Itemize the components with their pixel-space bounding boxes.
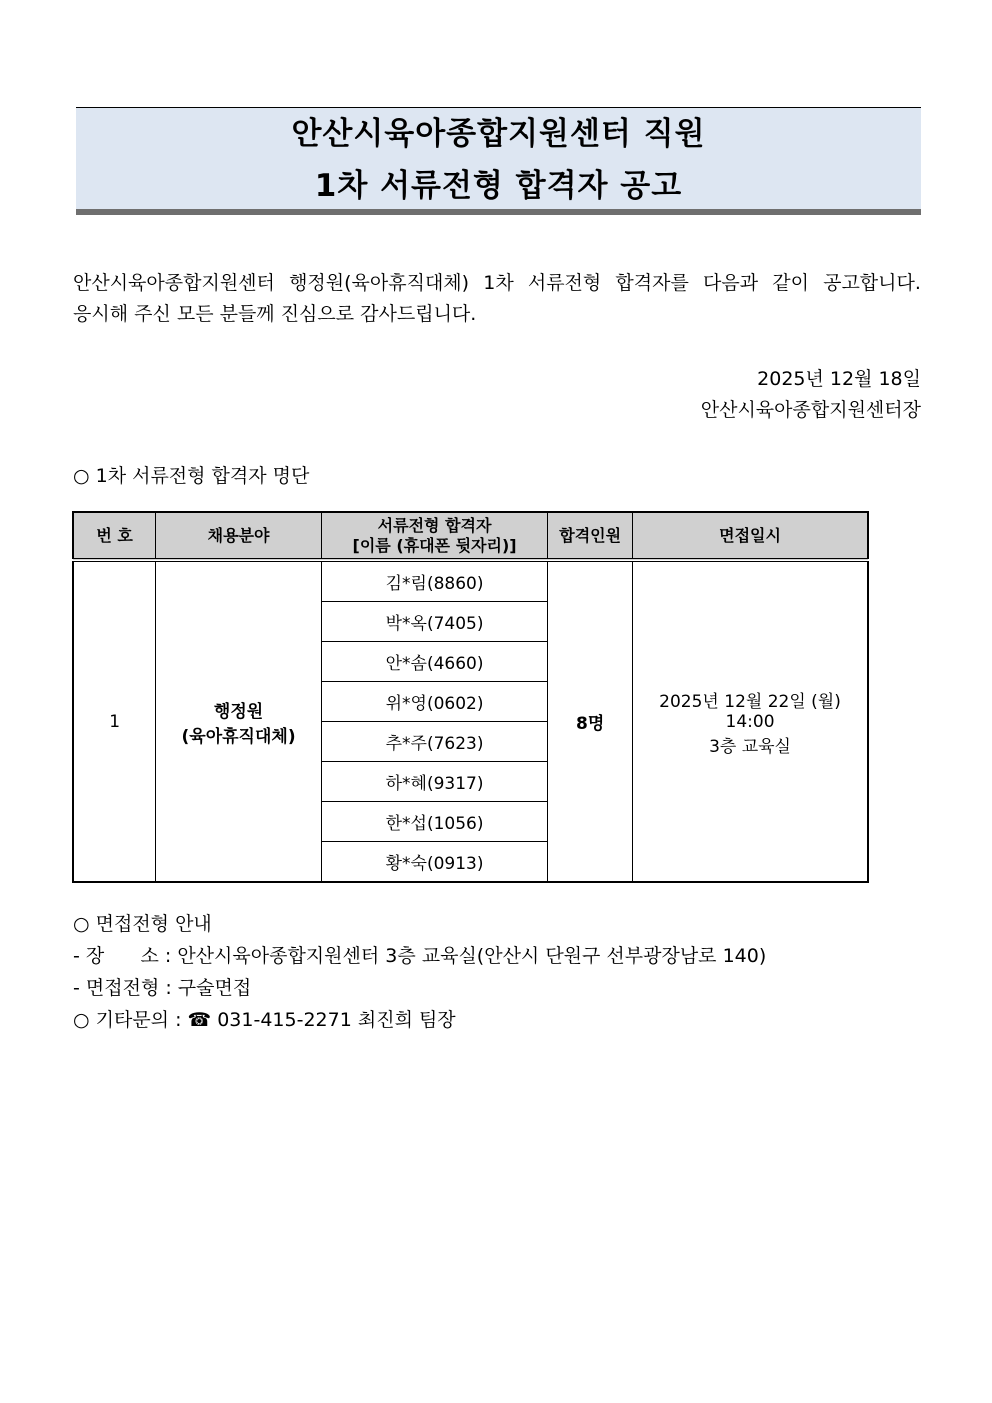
- intro-line2: 응시해 주신 모든 분들께 진심으로 감사드립니다.: [73, 303, 477, 325]
- intro-line1: [73, 268, 921, 299]
- header-passer: [321, 512, 547, 560]
- passer-name: 하*혜(9317): [321, 762, 547, 802]
- contact-note: ○ 기타문의 : ☎ 031-415-2271 최진희 팀장: [73, 1009, 456, 1031]
- interview-time: 14:00: [725, 711, 775, 732]
- signature-block: [701, 364, 921, 426]
- header-interview: 면접일시: [633, 512, 868, 560]
- page-title-line1: 안산시육아종합지원센터 직원: [291, 116, 706, 152]
- passer-name: 황*숙(0913): [321, 842, 547, 883]
- passer-name: 추*주(7623): [321, 722, 547, 762]
- interview-place-note: - 장 소 : 안산시육아종합지원센터 3층 교육실(안산시 단원구 선부광장남로 140): [73, 945, 767, 967]
- interview-place: 3층 교육실: [709, 736, 791, 757]
- interview-guide-title: ○ 면접전형 안내: [73, 913, 212, 935]
- table-header-row: [73, 512, 868, 560]
- notes-section: [73, 908, 766, 1036]
- interview-date: 2025년 12월 22일 (월): [659, 691, 841, 712]
- field-line1: 행정원: [213, 701, 264, 722]
- field-line2: (육아휴직대체): [181, 726, 296, 747]
- header-count: 합격인원: [548, 512, 633, 560]
- passer-name: 김*림(8860): [321, 560, 547, 602]
- header-field: 채용분야: [156, 512, 322, 560]
- passer-table: [72, 511, 869, 883]
- intro-word: 공고합니다.: [823, 272, 921, 294]
- passer-name: 박*옥(7405): [321, 602, 547, 642]
- passer-name: 한*섭(1056): [321, 802, 547, 842]
- list-title: ○ 1차 서류전형 합격자 명단: [73, 465, 310, 487]
- issuer-name: 안산시육아종합지원센터장: [700, 399, 921, 421]
- passer-name: 안*솜(4660): [321, 642, 547, 682]
- title-banner: [76, 107, 921, 215]
- cell-field: [156, 560, 322, 882]
- intro-word: 합격자를: [615, 272, 689, 294]
- header-no: 번 호: [73, 512, 156, 560]
- page-title-line2: 1차 서류전형 합격자 공고: [314, 168, 683, 204]
- intro-paragraph: [73, 268, 921, 330]
- intro-word: 행정원(육아휴직대체): [289, 272, 470, 294]
- interview-type-note: - 면접전형 : 구술면접: [73, 977, 252, 999]
- intro-word: 1차: [483, 272, 514, 294]
- intro-word: 서류전형: [527, 272, 602, 294]
- passer-name: 위*영(0602): [321, 682, 547, 722]
- intro-word: 다음과: [703, 272, 759, 294]
- cell-count: 8명: [548, 560, 633, 882]
- cell-no: 1: [73, 560, 156, 882]
- intro-word: 같이: [772, 272, 809, 294]
- cell-interview: [633, 560, 868, 882]
- intro-word: 안산시육아종합지원센터: [73, 272, 275, 294]
- table-row: [73, 560, 868, 602]
- announcement-date: 2025년 12월 18일: [757, 368, 921, 390]
- header-passer-line2: [이름 (휴대폰 뒷자리)]: [352, 535, 517, 555]
- header-passer-line1: 서류전형 합격자: [377, 515, 492, 535]
